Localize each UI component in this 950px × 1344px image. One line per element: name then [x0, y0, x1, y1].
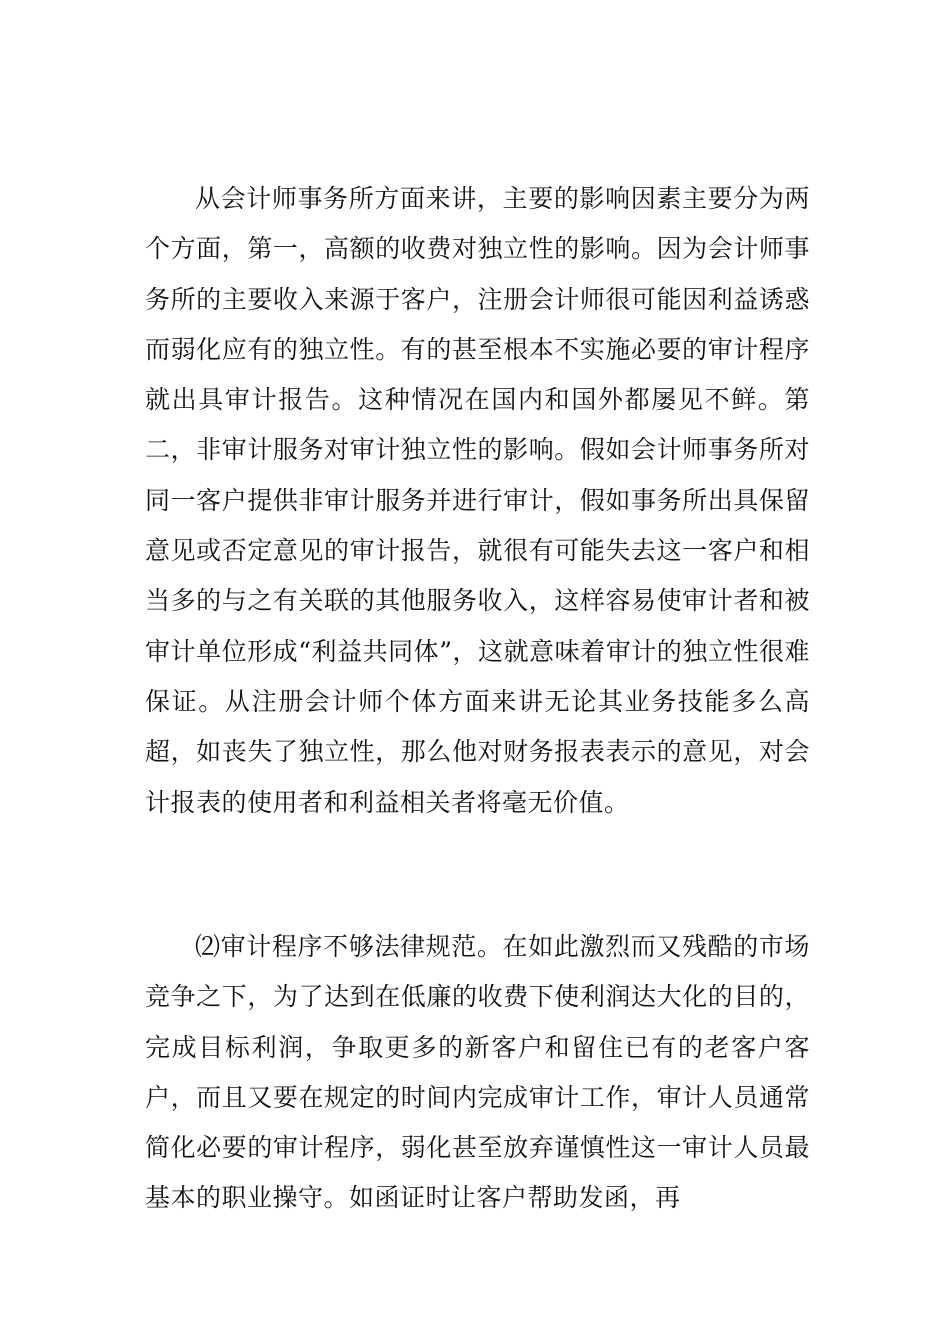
body-paragraph-independence-factors	[145, 174, 810, 828]
body-paragraph-audit-procedures	[145, 922, 810, 1224]
paragraph-text: ⑵审计程序不够法律规范。在如此激烈而又残酷的市场竞争之下，为了达到在低廉的收费下使利润达大化的目的，完成目标利润，争取更多的新客户和留住已有的老客户客户，而且又要在规定的时间内完成审计工作，审计人员通常简化必要的审计程序，弱化甚至放弃谨慎性这一审计人员最基本的职业操守。如函证时让客户帮助发函，再	[145, 932, 810, 1213]
paragraph-text: 从会计师事务所方面来讲，主要的影响因素主要分为两个方面，第一，高额的收费对独立性的影响。因为会计师事务所的主要收入来源于客户，注册会计师很可能因利益诱惑而弱化应有的独立性。有的甚至根本不实施必要的审计程序就出具审计报告。这种情况在国内和国外都屡见不鲜。第二，非审计服务对审计独立性的影响。假如会计师事务所对同一客户提供非审计服务并进行审计，假如事务所出具保留意见或否定意见的审计报告，就很有可能失去这一客户和相当多的与之有关联的其他服务收入，这样容易使审计者和被审计单位形成“利益共同体”，这就意味着审计的独立性很难保证。从注册会计师个体方面来讲无论其业务技能多么高超，如丧失了独立性，那么他对财务报表表示的意见，对会计报表的使用者和利益相关者将毫无价值。	[145, 184, 810, 817]
